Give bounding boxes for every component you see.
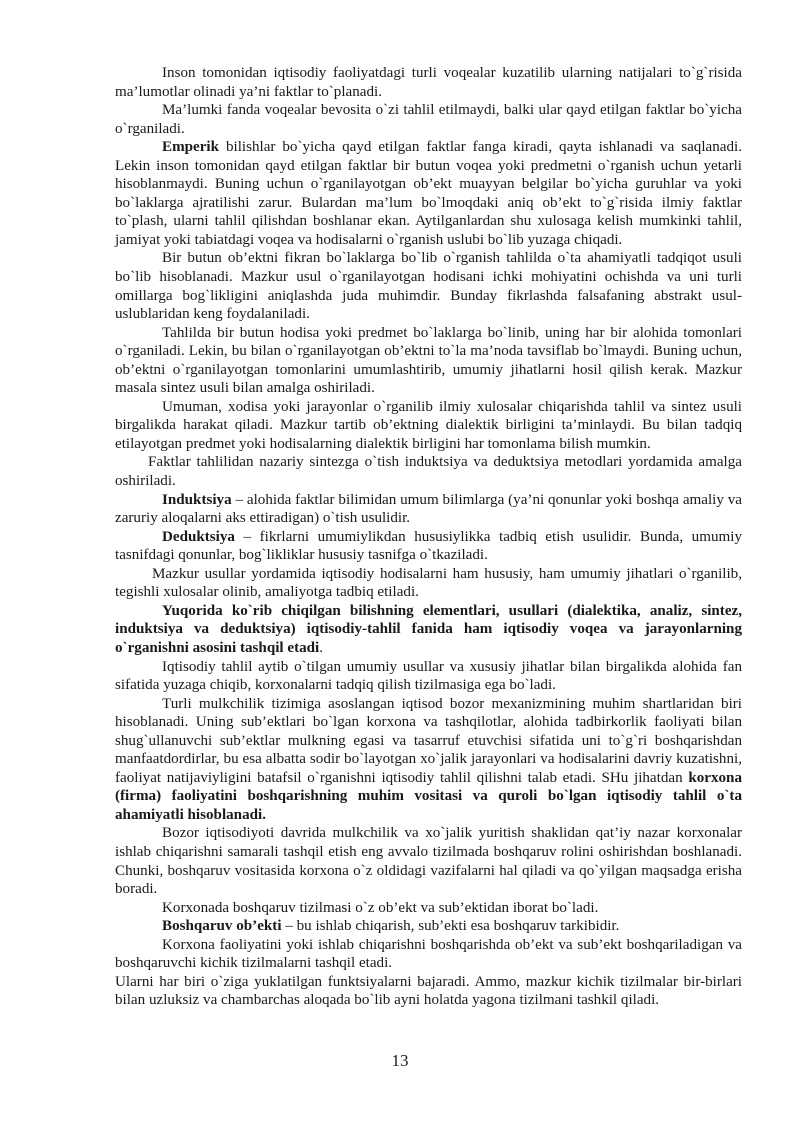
paragraph: Bozor iqtisodiyoti davrida mulkchilik va xo`jalik yuritish shaklidan qat’iy nazar korxonalar ishlab chiqarishni samarali tashqil etish eng avvalo tizilmada boshqaruv rolini oshirishdan boshlanadi. Chunki, boshqaruv vositasida korxona o`z oldidagi vazifalarni hal qiladi va qo`yilgan maqsadga erisha boradi.	[115, 825, 742, 898]
paragraph	[115, 695, 742, 825]
paragraph: Bir butun ob’ektni fikran bo`laklarga bo`lib o`rganish tahlilda o`ta ahamiyatli tadqiqot usuli bo`lib hisoblanadi. Mazkur usul o`rganilayotgan hodisani ichki mohiyatini ochishda va uni turli omillarga bog`likligini aniqlashda juda muhimdir. Bunday fikrlashda falsafaning abstrakt usul-uslublaridan keng foydalaniladi.	[115, 250, 742, 323]
bold-statement: Yuqorida ko`rib chiqilgan bilishning elementlari, usullari (dialektika, analiz, sintez, induktsiya va deduktsiya) iqtisodiy-tahlil fanida ham iqtisodiy voqea va jarayonlarning o`rganishni asosini tashqil etadi	[115, 602, 742, 656]
paragraph: Faktlar tahlilidan nazariy sintezga o`tish induktsiya va deduktsiya metodlari yordamida amalga oshiriladi.	[115, 454, 742, 490]
paragraph: Iqtisodiy tahlil aytib o`tilgan umumiy usullar va xususiy jihatlar bilan birgalikda alohida fan sifatida yuzaga chiqib, korxonalarni tadqiq qilish tizilmasiga ega bo`ladi.	[115, 658, 742, 694]
paragraph: Ma’lumki fanda voqealar bevosita o`zi tahlil etilmaydi, balki ular qayd etilgan faktlar bo`yicha o`rganiladi.	[115, 102, 742, 137]
paragraph-text: Turli mulkchilik tizimiga asoslangan iqtisod bozor mexanizmining muhim shartlaridan biri hisoblanadi. Uning sub’ektlari bo`lgan korxona va tashqilotlar, alohida tadbirkorlik faoliyati bilan shug`ullanuvchi sub’ektlar mulkning egasi va tasarruf etuvchisi sifatida uni to`g`ri boshqarishdan manfaatdordirlar, bu esa albatta sodir bo`layotgan xo`jalik jarayonlari va hodisalarini davriy kuzatishni, faoliyat natijaviyligini batafsil o`rganishni iqtisodiy tahlil qilishni talab etadi. SHu jihatdan	[115, 695, 742, 786]
paragraph: Tahlilda bir butun hodisa yoki predmet bo`laklarga bo`linib, uning har bir alohida tomonlari o`rganiladi. Lekin, bu bilan o`rganilayotgan ob’ektni to`la ma’noda tavsiflab bo`lmaydi. Buning uchun, ob’ektni o`rganilayotgan tomonlarini umumlashtirib, umumiy jihatlarni hosil qilish kerak. Mazkur masala sintez usuli bilan amalga oshiriladi.	[115, 324, 742, 397]
term-induktsiya: Induktsiya	[162, 491, 232, 508]
paragraph: Korxonada boshqaruv tizilmasi o`z ob’ekt va sub’ektidan iborat bo`ladi.	[162, 899, 599, 916]
paragraph-text: – fikrlarni umumiylikdan hususiylikka tadbiq etish usulidir. Bunda, umumiy tasnifdagi qonunlar, bog`likliklar hususiy tasnifga o`tkaziladi.	[115, 528, 742, 564]
paragraph: Ularni har biri o`ziga yuklatilgan funktsiyalarni bajaradi. Ammo, mazkur kichik tizilmalar bir-birlari bilan uzluksiz va chambarchas aloqada bo`lib ayni holatda yagona tizilmani tashkil qiladi.	[115, 973, 742, 1009]
paragraph: Korxona faoliyatini yoki ishlab chiqarishni boshqarishda ob’ekt va sub’ekt boshqariladigan va boshqaruvchi kichik tizilmalarni tashqil etadi.	[115, 936, 742, 972]
term-deduktsiya: Deduktsiya	[162, 528, 235, 545]
term-boshqaruv-obekti: Boshqaruv ob’ekti	[162, 918, 282, 935]
paragraph: Inson tomonidan iqtisodiy faoliyatdagi turli voqealar kuzatilib ularning natijalari to`g`risida ma’lumotlar olinadi ya’ni faktlar to`planadi.	[115, 65, 742, 100]
term-emperik: Emperik	[162, 139, 220, 156]
paragraph	[115, 917, 742, 936]
paragraph-text: – alohida faktlar bilimidan umum bilimlarga (ya’ni qonunlar yoki boshqa amaliy va zaruriy aloqalarni aks ettiradigan) o`tish usulidir.	[115, 491, 742, 527]
paragraph	[115, 491, 742, 528]
paragraph: Umuman, xodisa yoki jarayonlar o`rganilib ilmiy xulosalar chiqarishda tahlil va sintez usuli birgalikda harakat qiladi. Mazkur tartib ob’ektning dialektik birligini ta’minlaydi. Bu bilan tadqiq etilayotgan predmet yoki hodisalarning dialektik birligini har tomonlama bilish mumkin.	[115, 398, 742, 452]
paragraph-text: bilishlar bo`yicha qayd etilgan faktlar fanga kiradi, qayta ishlanadi va saqlanadi. Lekin inson tomonidan qayd etilgan faktlar bir butun voqea yoki predmetni o`rganish uchun yetarli hisoblanmaydi. Buning uchun o`rganilayotgan ob’ekt muayyan belgilar bo`yicha guruhlar va yoki bo`laklarga ajratilishi zarur. Bulardan ma’lum bo`lmoqdaki aniq ob’ekt to`g`risida ilmiy faktlar to`plash, ularni tahlil qilishdan boshlanar ekan. Aytilganlardan shu xulosaga kelish mumkinki tahlil, jamiyat yoki tabiatdagi voqea va hodisalarni o`rganish uslubi bo`lib yuzaga chiqadi.	[115, 139, 742, 248]
document-body	[115, 64, 742, 1010]
bold-statement: korxona (firma) faoliyatini boshqarishning muhim vositasi va quroli bo`lgan iqtisodiy tahlil o`ta ahamiyatli hisoblanadi.	[115, 769, 742, 823]
paragraph	[115, 602, 742, 658]
paragraph: Mazkur usullar yordamida iqtisodiy hodisalarni ham hususiy, ham umumiy jihatlari o`rganilib, tegishli xulosalar olinib, amaliyotga tadbiq etiladi.	[115, 565, 742, 601]
paragraph	[115, 528, 742, 565]
paragraph-text: .	[319, 639, 324, 656]
paragraph-text: – bu ishlab chiqarish, sub’ekti esa boshqaruv tarkibidir.	[281, 918, 620, 935]
paragraph	[115, 138, 742, 249]
page-number: 13	[391, 1051, 409, 1070]
